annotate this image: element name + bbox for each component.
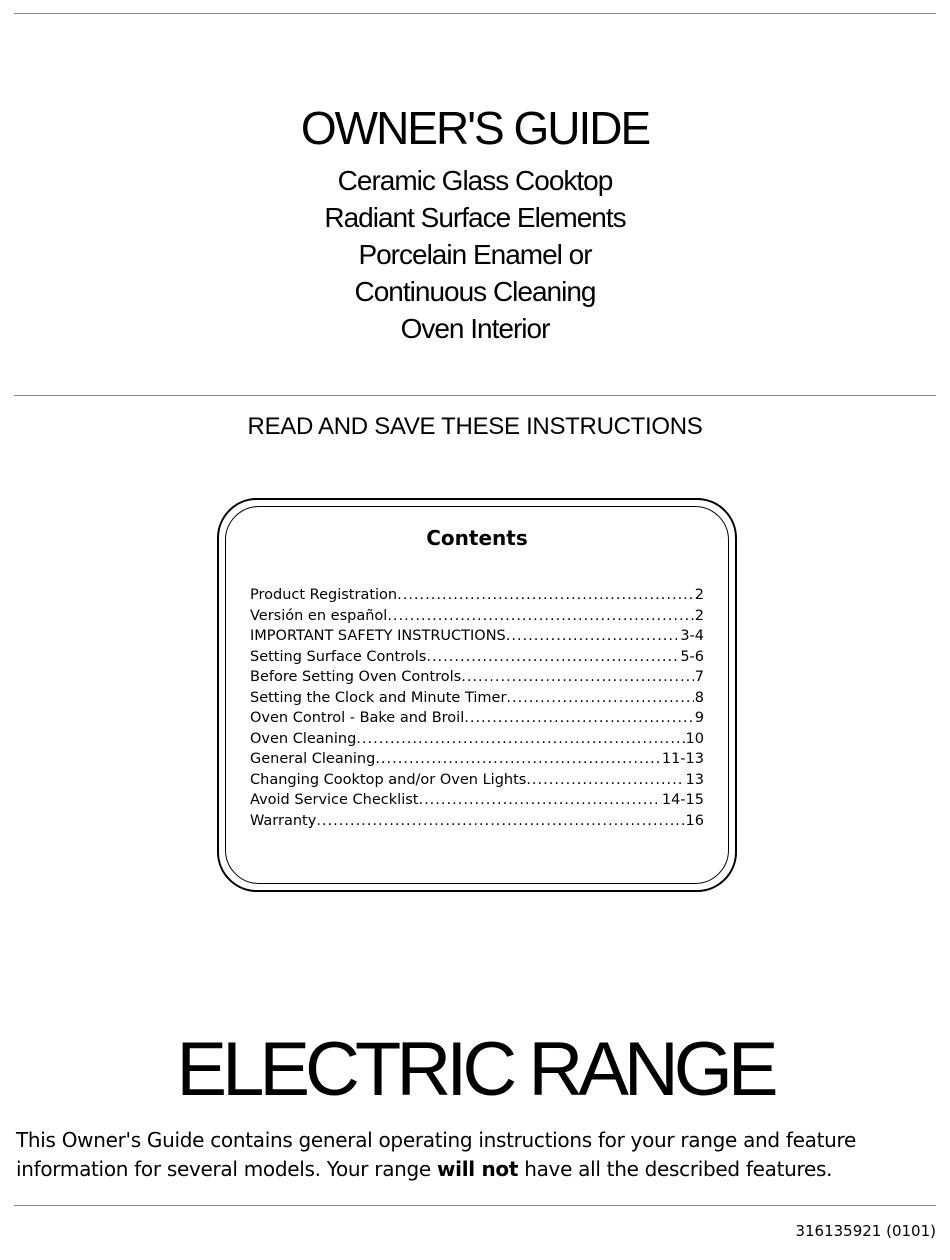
- toc-entry-label: Setting the Clock and Minute Timer: [250, 689, 507, 706]
- toc-leader-dots: [356, 729, 684, 750]
- toc-leader-dots: [506, 626, 680, 647]
- subtitle-line: Radiant Surface Elements: [324, 202, 626, 233]
- bottom-divider: [14, 1205, 936, 1206]
- toc-leader-dots: [464, 708, 694, 729]
- toc-leader-dots: [387, 606, 693, 627]
- read-save-notice: READ AND SAVE THESE INSTRUCTIONS: [247, 413, 703, 440]
- toc-entry-page: 7: [694, 669, 704, 685]
- subtitle-line: Ceramic Glass Cooktop: [337, 165, 613, 196]
- toc-entry: [250, 688, 704, 709]
- note-emphasis: will not: [436, 1157, 519, 1181]
- toc-entry-page: 3-4: [680, 628, 704, 644]
- toc-entry-page: 14-15: [661, 792, 704, 808]
- table-of-contents: [250, 585, 704, 831]
- contents-box: [217, 498, 737, 892]
- subtitle-line: Continuous Cleaning: [354, 276, 596, 307]
- toc-entry-page: 13: [685, 771, 704, 788]
- toc-leader-dots: [506, 688, 693, 709]
- toc-entry-page: 11-13: [661, 751, 704, 767]
- top-divider: [14, 13, 936, 14]
- toc-entry: [250, 647, 704, 668]
- toc-leader-dots: [426, 647, 679, 668]
- product-name: ELECTRIC RANGE: [176, 1027, 774, 1112]
- toc-entry: [250, 606, 704, 627]
- toc-leader-dots: [461, 667, 694, 688]
- toc-entry: [250, 585, 704, 606]
- toc-entry-page: 10: [685, 730, 704, 747]
- subtitle-line: Oven Interior: [400, 313, 550, 344]
- toc-entry: [250, 749, 704, 770]
- toc-entry-page: 8: [694, 689, 704, 706]
- toc-entry-page: 16: [685, 812, 704, 829]
- toc-entry-label: Before Setting Oven Controls: [250, 669, 462, 685]
- toc-entry-label: IMPORTANT SAFETY INSTRUCTIONS: [250, 628, 506, 644]
- toc-entry-label: General Cleaning: [250, 751, 376, 767]
- toc-entry-page: 2: [694, 587, 704, 603]
- subtitle-block: [0, 162, 950, 347]
- toc-entry-label: Changing Cooktop and/or Oven Lights: [250, 771, 527, 788]
- toc-entry-page: 5-6: [680, 648, 704, 665]
- document-number: 316135921 (0101): [795, 1222, 936, 1240]
- note-text-end: have all the described features.: [518, 1157, 833, 1181]
- toc-leader-dots: [526, 770, 684, 791]
- toc-entry: [250, 708, 704, 729]
- toc-entry-label: Avoid Service Checklist: [250, 792, 419, 808]
- toc-entry: [250, 729, 704, 750]
- toc-entry: [250, 626, 704, 647]
- toc-entry: [250, 770, 704, 791]
- toc-entry-label: Setting Surface Controls: [250, 648, 427, 665]
- toc-entry-label: Oven Cleaning: [250, 730, 357, 747]
- features-note: [16, 1126, 946, 1184]
- toc-leader-dots: [375, 749, 661, 770]
- middle-divider: [14, 395, 936, 396]
- toc-entry-label: Product Registration: [250, 587, 398, 603]
- toc-leader-dots: [316, 811, 684, 832]
- toc-entry-page: 2: [694, 607, 704, 624]
- toc-entry: [250, 667, 704, 688]
- toc-leader-dots: [418, 790, 660, 811]
- subtitle-line: Porcelain Enamel or: [358, 239, 592, 270]
- toc-entry-page: 9: [694, 710, 704, 726]
- toc-entry-label: Versión en español: [250, 607, 388, 624]
- toc-entry: [250, 811, 704, 832]
- toc-entry: [250, 790, 704, 811]
- page-title: OWNER'S GUIDE: [300, 102, 650, 154]
- toc-entry-label: Oven Control - Bake and Broil: [250, 710, 465, 726]
- toc-entry-label: Warranty: [250, 812, 317, 829]
- toc-leader-dots: [397, 585, 694, 606]
- contents-heading: Contents: [426, 526, 528, 550]
- note-text: This Owner's Guide contains general operating instructions for your range and feature information for several models. Your range: [16, 1128, 856, 1181]
